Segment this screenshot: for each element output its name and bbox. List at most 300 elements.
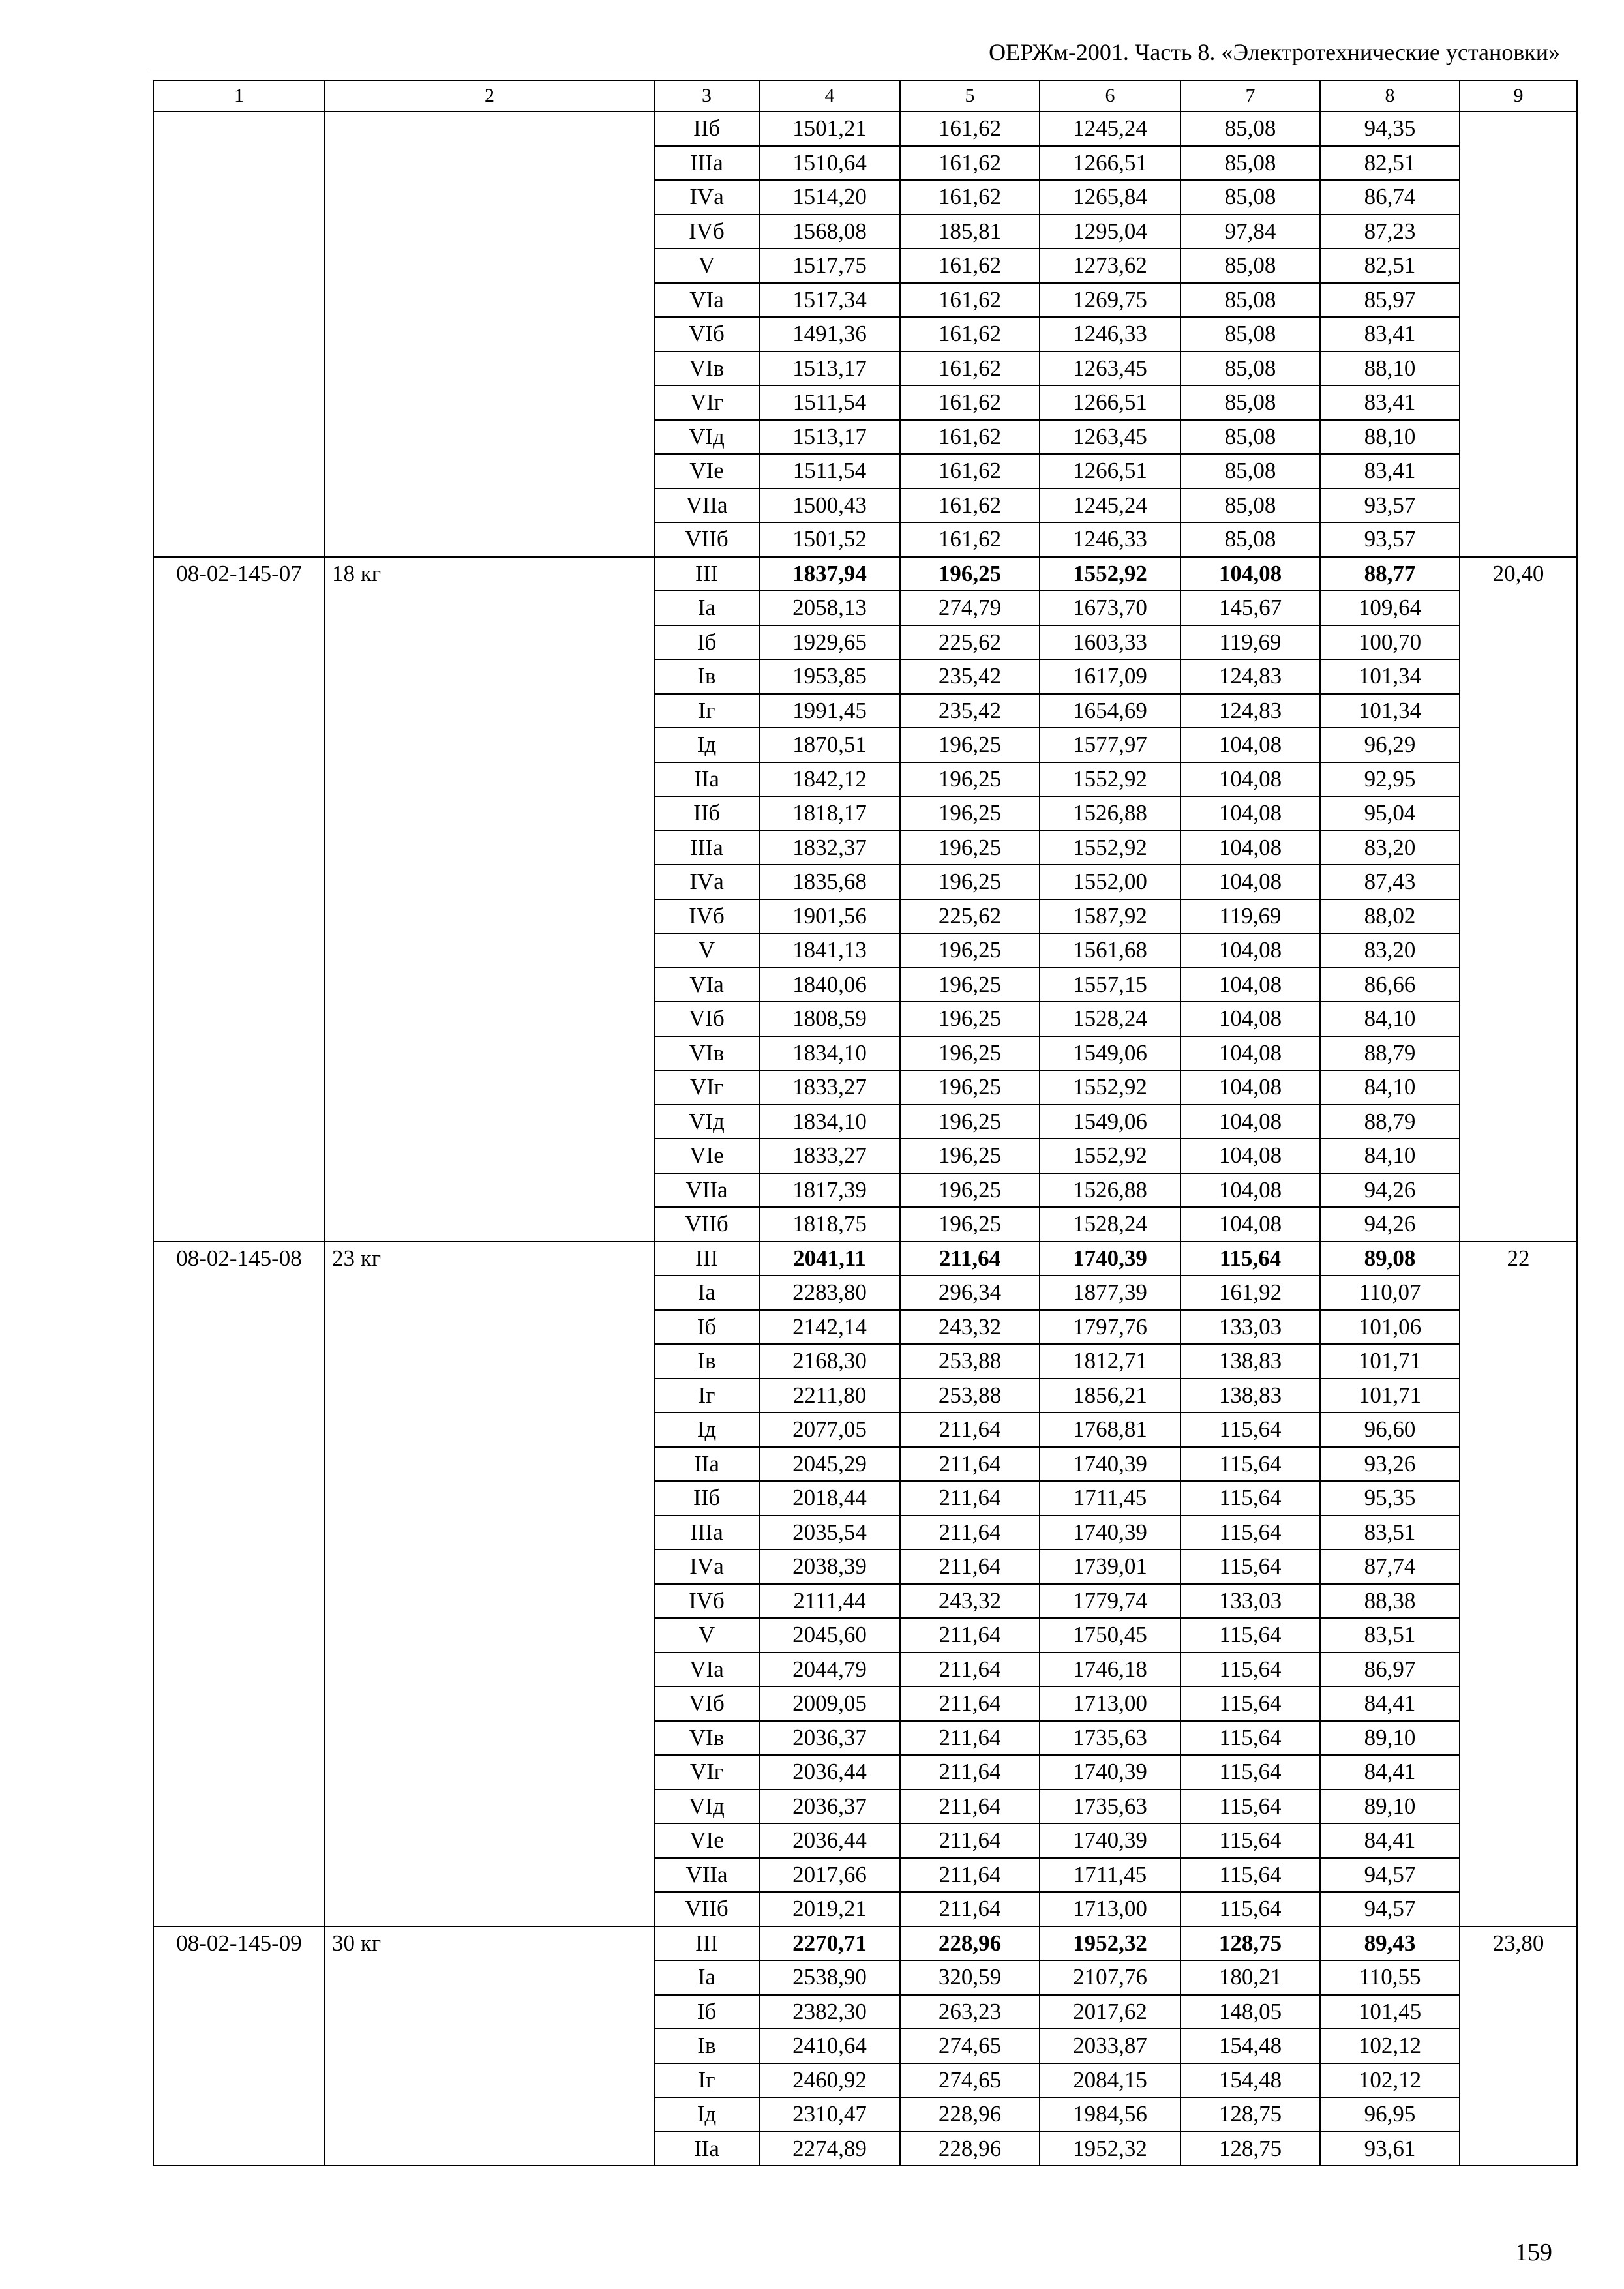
- variant-cell: VIе: [654, 1823, 759, 1858]
- value-cell: 102,12: [1320, 2063, 1460, 2098]
- value-cell: 1266,51: [1040, 385, 1180, 420]
- variant-cell: Iд: [654, 728, 759, 762]
- column-header: 6: [1040, 80, 1180, 112]
- column-header: 5: [900, 80, 1040, 112]
- value-cell: 1501,52: [759, 522, 900, 557]
- value-cell: 115,64: [1180, 1653, 1320, 1687]
- value-cell: 83,41: [1320, 317, 1460, 352]
- value-cell: 128,75: [1180, 1926, 1320, 1961]
- variant-cell: VIд: [654, 1789, 759, 1824]
- value-cell: 235,42: [900, 659, 1040, 694]
- variant-cell: Iв: [654, 659, 759, 694]
- value-cell: 94,35: [1320, 112, 1460, 146]
- variant-cell: VIб: [654, 1002, 759, 1036]
- item-code: 08-02-145-08: [153, 1242, 325, 1926]
- value-cell: 1552,92: [1040, 762, 1180, 797]
- value-cell: 1526,88: [1040, 796, 1180, 831]
- variant-cell: IIIа: [654, 831, 759, 865]
- value-cell: 1832,37: [759, 831, 900, 865]
- value-cell: 154,48: [1180, 2063, 1320, 2098]
- variant-cell: V: [654, 1618, 759, 1653]
- value-cell: 86,74: [1320, 180, 1460, 215]
- value-cell: 104,08: [1180, 557, 1320, 591]
- value-cell: 1265,84: [1040, 180, 1180, 215]
- value-cell: 196,25: [900, 728, 1040, 762]
- value-cell: 115,64: [1180, 1481, 1320, 1516]
- column-header: 2: [325, 80, 654, 112]
- value-cell: 296,34: [900, 1276, 1040, 1310]
- value-cell: 196,25: [900, 557, 1040, 591]
- variant-cell: Iг: [654, 694, 759, 728]
- value-cell: 161,62: [900, 420, 1040, 455]
- value-cell: 1735,63: [1040, 1789, 1180, 1824]
- value-cell: 148,05: [1180, 1995, 1320, 2029]
- value-cell: 88,38: [1320, 1584, 1460, 1619]
- value-cell: 1501,21: [759, 112, 900, 146]
- value-cell: 1818,17: [759, 796, 900, 831]
- value-cell: 1840,06: [759, 968, 900, 1002]
- value-cell: 196,25: [900, 933, 1040, 968]
- variant-cell: Iа: [654, 1960, 759, 1995]
- variant-cell: VIIа: [654, 488, 759, 523]
- value-cell: 225,62: [900, 625, 1040, 660]
- value-cell: 84,41: [1320, 1823, 1460, 1858]
- value-cell: 110,07: [1320, 1276, 1460, 1310]
- value-cell: 119,69: [1180, 899, 1320, 934]
- column-number-row: [153, 80, 1577, 112]
- value-cell: 104,08: [1180, 1002, 1320, 1036]
- value-cell: 2274,89: [759, 2132, 900, 2166]
- value-cell: 1514,20: [759, 180, 900, 215]
- value-cell: 211,64: [900, 1516, 1040, 1550]
- value-cell: 2058,13: [759, 591, 900, 625]
- value-cell: 93,57: [1320, 522, 1460, 557]
- item-code: [153, 112, 325, 557]
- value-cell: 87,74: [1320, 1549, 1460, 1584]
- value-cell: 1833,27: [759, 1139, 900, 1173]
- value-cell: 228,96: [900, 1926, 1040, 1961]
- value-cell: 95,04: [1320, 796, 1460, 831]
- value-cell: 83,20: [1320, 933, 1460, 968]
- variant-cell: VIа: [654, 1653, 759, 1687]
- item-price: 23,80: [1460, 1926, 1577, 2166]
- value-cell: 94,57: [1320, 1858, 1460, 1893]
- table-row: [153, 1926, 1577, 1961]
- value-cell: 124,83: [1180, 694, 1320, 728]
- value-cell: 1746,18: [1040, 1653, 1180, 1687]
- variant-cell: Iа: [654, 1276, 759, 1310]
- value-cell: 2041,11: [759, 1242, 900, 1276]
- value-cell: 161,62: [900, 385, 1040, 420]
- value-cell: 96,60: [1320, 1413, 1460, 1447]
- header-title: ОЕРЖм-2001. Часть 8. «Электротехнические установки»: [989, 39, 1560, 65]
- value-cell: 1837,94: [759, 557, 900, 591]
- variant-cell: VIIб: [654, 1207, 759, 1242]
- value-cell: 2036,37: [759, 1789, 900, 1824]
- value-cell: 104,08: [1180, 1139, 1320, 1173]
- value-cell: 83,51: [1320, 1618, 1460, 1653]
- value-cell: 1984,56: [1040, 2097, 1180, 2132]
- value-cell: 2382,30: [759, 1995, 900, 2029]
- value-cell: 1552,00: [1040, 865, 1180, 899]
- value-cell: 86,66: [1320, 968, 1460, 1002]
- value-cell: 95,35: [1320, 1481, 1460, 1516]
- variant-cell: IIIа: [654, 146, 759, 181]
- value-cell: 101,34: [1320, 694, 1460, 728]
- variant-cell: V: [654, 248, 759, 283]
- variant-cell: Iд: [654, 1413, 759, 1447]
- value-cell: 211,64: [900, 1789, 1040, 1824]
- value-cell: 1557,15: [1040, 968, 1180, 1002]
- value-cell: 2033,87: [1040, 2029, 1180, 2063]
- value-cell: 2018,44: [759, 1481, 900, 1516]
- value-cell: 2168,30: [759, 1344, 900, 1379]
- value-cell: 161,62: [900, 283, 1040, 318]
- value-cell: 1812,71: [1040, 1344, 1180, 1379]
- variant-cell: V: [654, 933, 759, 968]
- variant-cell: III: [654, 1926, 759, 1961]
- value-cell: 2142,14: [759, 1310, 900, 1345]
- value-cell: 89,10: [1320, 1789, 1460, 1824]
- value-cell: 211,64: [900, 1686, 1040, 1721]
- value-cell: 88,10: [1320, 352, 1460, 386]
- value-cell: 196,25: [900, 1173, 1040, 1208]
- value-cell: 96,29: [1320, 728, 1460, 762]
- value-cell: 1713,00: [1040, 1892, 1180, 1926]
- item-code: 08-02-145-07: [153, 557, 325, 1242]
- value-cell: 138,83: [1180, 1379, 1320, 1413]
- value-cell: 94,57: [1320, 1892, 1460, 1926]
- value-cell: 88,79: [1320, 1105, 1460, 1139]
- value-cell: 1654,69: [1040, 694, 1180, 728]
- value-cell: 1952,32: [1040, 2132, 1180, 2166]
- value-cell: 1549,06: [1040, 1105, 1180, 1139]
- variant-cell: VIд: [654, 420, 759, 455]
- value-cell: 1561,68: [1040, 933, 1180, 968]
- value-cell: 1510,64: [759, 146, 900, 181]
- variant-cell: Iг: [654, 2063, 759, 2098]
- value-cell: 119,69: [1180, 625, 1320, 660]
- value-cell: 1713,00: [1040, 1686, 1180, 1721]
- value-cell: 253,88: [900, 1344, 1040, 1379]
- variant-cell: VIв: [654, 1721, 759, 1756]
- value-cell: 133,03: [1180, 1310, 1320, 1345]
- value-cell: 228,96: [900, 2097, 1040, 2132]
- value-cell: 2017,66: [759, 1858, 900, 1893]
- value-cell: 2538,90: [759, 1960, 900, 1995]
- variant-cell: VIг: [654, 1755, 759, 1789]
- variant-cell: IVа: [654, 1549, 759, 1584]
- item-name: 23 кг: [325, 1242, 654, 1926]
- variant-cell: IVб: [654, 215, 759, 249]
- value-cell: 104,08: [1180, 1070, 1320, 1105]
- column-header: 4: [759, 80, 900, 112]
- value-cell: 1808,59: [759, 1002, 900, 1036]
- value-cell: 88,77: [1320, 557, 1460, 591]
- value-cell: 1833,27: [759, 1070, 900, 1105]
- value-cell: 85,08: [1180, 146, 1320, 181]
- value-cell: 1991,45: [759, 694, 900, 728]
- value-cell: 2283,80: [759, 1276, 900, 1310]
- value-cell: 1870,51: [759, 728, 900, 762]
- value-cell: 83,41: [1320, 454, 1460, 488]
- value-cell: 1295,04: [1040, 215, 1180, 249]
- variant-cell: IIб: [654, 1481, 759, 1516]
- value-cell: 2019,21: [759, 1892, 900, 1926]
- value-cell: 2009,05: [759, 1686, 900, 1721]
- value-cell: 115,64: [1180, 1755, 1320, 1789]
- variant-cell: VIг: [654, 385, 759, 420]
- value-cell: 1768,81: [1040, 1413, 1180, 1447]
- value-cell: 115,64: [1180, 1823, 1320, 1858]
- value-cell: 1511,54: [759, 454, 900, 488]
- value-cell: 211,64: [900, 1755, 1040, 1789]
- value-cell: 274,79: [900, 591, 1040, 625]
- value-cell: 1818,75: [759, 1207, 900, 1242]
- value-cell: 1500,43: [759, 488, 900, 523]
- value-cell: 243,32: [900, 1310, 1040, 1345]
- value-cell: 104,08: [1180, 865, 1320, 899]
- value-cell: 1273,62: [1040, 248, 1180, 283]
- value-cell: 104,08: [1180, 1105, 1320, 1139]
- variant-cell: VIа: [654, 283, 759, 318]
- value-cell: 1711,45: [1040, 1481, 1180, 1516]
- value-cell: 161,62: [900, 454, 1040, 488]
- value-cell: 85,08: [1180, 488, 1320, 523]
- value-cell: 1842,12: [759, 762, 900, 797]
- variant-cell: IVб: [654, 1584, 759, 1619]
- value-cell: 89,43: [1320, 1926, 1460, 1961]
- column-header: 8: [1320, 80, 1460, 112]
- variant-cell: Iв: [654, 1344, 759, 1379]
- value-cell: 1263,45: [1040, 352, 1180, 386]
- value-cell: 1834,10: [759, 1105, 900, 1139]
- value-cell: 2017,62: [1040, 1995, 1180, 2029]
- value-cell: 211,64: [900, 1858, 1040, 1893]
- value-cell: 1901,56: [759, 899, 900, 934]
- value-cell: 1517,34: [759, 283, 900, 318]
- value-cell: 1740,39: [1040, 1242, 1180, 1276]
- variant-cell: VIв: [654, 352, 759, 386]
- variant-cell: Iа: [654, 591, 759, 625]
- value-cell: 1735,63: [1040, 1721, 1180, 1756]
- value-cell: 161,62: [900, 112, 1040, 146]
- value-cell: 115,64: [1180, 1858, 1320, 1893]
- variant-cell: VIIа: [654, 1858, 759, 1893]
- value-cell: 85,08: [1180, 283, 1320, 318]
- value-cell: 1513,17: [759, 420, 900, 455]
- item-code: 08-02-145-09: [153, 1926, 325, 2166]
- value-cell: 84,10: [1320, 1070, 1460, 1105]
- value-cell: 102,12: [1320, 2029, 1460, 2063]
- value-cell: 94,26: [1320, 1173, 1460, 1208]
- value-cell: 1528,24: [1040, 1002, 1180, 1036]
- value-cell: 185,81: [900, 215, 1040, 249]
- value-cell: 196,25: [900, 1002, 1040, 1036]
- value-cell: 83,51: [1320, 1516, 1460, 1550]
- value-cell: 1797,76: [1040, 1310, 1180, 1345]
- value-cell: 88,02: [1320, 899, 1460, 934]
- value-cell: 2045,60: [759, 1618, 900, 1653]
- value-cell: 2035,54: [759, 1516, 900, 1550]
- item-price: 22: [1460, 1242, 1577, 1926]
- variant-cell: Iб: [654, 1310, 759, 1345]
- variant-cell: Iб: [654, 625, 759, 660]
- value-cell: 110,55: [1320, 1960, 1460, 1995]
- variant-cell: VIе: [654, 1139, 759, 1173]
- table-row: [153, 112, 1577, 146]
- variant-cell: VIб: [654, 1686, 759, 1721]
- variant-cell: IIа: [654, 1447, 759, 1482]
- value-cell: 82,51: [1320, 146, 1460, 181]
- variant-cell: IIа: [654, 2132, 759, 2166]
- value-cell: 2036,37: [759, 1721, 900, 1756]
- value-cell: 1953,85: [759, 659, 900, 694]
- value-cell: 154,48: [1180, 2029, 1320, 2063]
- variant-cell: VIIб: [654, 1892, 759, 1926]
- value-cell: 1549,06: [1040, 1036, 1180, 1071]
- value-cell: 161,62: [900, 522, 1040, 557]
- value-cell: 196,25: [900, 1070, 1040, 1105]
- value-cell: 115,64: [1180, 1413, 1320, 1447]
- column-header: 1: [153, 80, 325, 112]
- value-cell: 88,79: [1320, 1036, 1460, 1071]
- value-cell: 1526,88: [1040, 1173, 1180, 1208]
- value-cell: 161,62: [900, 488, 1040, 523]
- item-price: 20,40: [1460, 557, 1577, 1242]
- value-cell: 243,32: [900, 1584, 1040, 1619]
- value-cell: 85,08: [1180, 180, 1320, 215]
- value-cell: 161,62: [900, 180, 1040, 215]
- value-cell: 253,88: [900, 1379, 1040, 1413]
- variant-cell: Iд: [654, 2097, 759, 2132]
- value-cell: 124,83: [1180, 659, 1320, 694]
- value-cell: 196,25: [900, 796, 1040, 831]
- value-cell: 85,08: [1180, 248, 1320, 283]
- value-cell: 1587,92: [1040, 899, 1180, 934]
- value-cell: 1245,24: [1040, 488, 1180, 523]
- value-cell: 2107,76: [1040, 1960, 1180, 1995]
- value-cell: 1528,24: [1040, 1207, 1180, 1242]
- table-row: [153, 557, 1577, 591]
- value-cell: 1740,39: [1040, 1755, 1180, 1789]
- value-cell: 82,51: [1320, 248, 1460, 283]
- value-cell: 196,25: [900, 865, 1040, 899]
- value-cell: 83,41: [1320, 385, 1460, 420]
- value-cell: 196,25: [900, 1105, 1040, 1139]
- value-cell: 109,64: [1320, 591, 1460, 625]
- value-cell: 1491,36: [759, 317, 900, 352]
- value-cell: 1841,13: [759, 933, 900, 968]
- value-cell: 2077,05: [759, 1413, 900, 1447]
- value-cell: 2310,47: [759, 2097, 900, 2132]
- value-cell: 145,67: [1180, 591, 1320, 625]
- value-cell: 104,08: [1180, 796, 1320, 831]
- value-cell: 115,64: [1180, 1549, 1320, 1584]
- value-cell: 115,64: [1180, 1242, 1320, 1276]
- page-header: [150, 38, 1565, 70]
- value-cell: 104,08: [1180, 1036, 1320, 1071]
- value-cell: 85,08: [1180, 454, 1320, 488]
- value-cell: 93,57: [1320, 488, 1460, 523]
- value-cell: 87,43: [1320, 865, 1460, 899]
- value-cell: 1263,45: [1040, 420, 1180, 455]
- value-cell: 1740,39: [1040, 1823, 1180, 1858]
- value-cell: 115,64: [1180, 1892, 1320, 1926]
- value-cell: 97,84: [1180, 215, 1320, 249]
- value-cell: 1552,92: [1040, 831, 1180, 865]
- value-cell: 211,64: [900, 1721, 1040, 1756]
- item-name: 30 кг: [325, 1926, 654, 2166]
- value-cell: 2410,64: [759, 2029, 900, 2063]
- value-cell: 104,08: [1180, 1207, 1320, 1242]
- variant-cell: III: [654, 1242, 759, 1276]
- value-cell: 115,64: [1180, 1618, 1320, 1653]
- variant-cell: Iг: [654, 1379, 759, 1413]
- value-cell: 1552,92: [1040, 1070, 1180, 1105]
- value-cell: 211,64: [900, 1618, 1040, 1653]
- variant-cell: VIIа: [654, 1173, 759, 1208]
- value-cell: 320,59: [900, 1960, 1040, 1995]
- value-cell: 1740,39: [1040, 1447, 1180, 1482]
- value-cell: 94,26: [1320, 1207, 1460, 1242]
- price-table: [153, 80, 1578, 2166]
- value-cell: 196,25: [900, 1207, 1040, 1242]
- variant-cell: IVб: [654, 899, 759, 934]
- variant-cell: VIIб: [654, 522, 759, 557]
- value-cell: 1929,65: [759, 625, 900, 660]
- value-cell: 115,64: [1180, 1686, 1320, 1721]
- value-cell: 104,08: [1180, 933, 1320, 968]
- value-cell: 115,64: [1180, 1721, 1320, 1756]
- value-cell: 180,21: [1180, 1960, 1320, 1995]
- value-cell: 86,97: [1320, 1653, 1460, 1687]
- value-cell: 89,08: [1320, 1242, 1460, 1276]
- value-cell: 161,62: [900, 146, 1040, 181]
- variant-cell: Iб: [654, 1995, 759, 2029]
- value-cell: 1246,33: [1040, 522, 1180, 557]
- value-cell: 1952,32: [1040, 1926, 1180, 1961]
- value-cell: 96,95: [1320, 2097, 1460, 2132]
- value-cell: 101,71: [1320, 1344, 1460, 1379]
- variant-cell: IIа: [654, 762, 759, 797]
- value-cell: 235,42: [900, 694, 1040, 728]
- value-cell: 161,62: [900, 248, 1040, 283]
- value-cell: 211,64: [900, 1413, 1040, 1447]
- value-cell: 1739,01: [1040, 1549, 1180, 1584]
- value-cell: 85,08: [1180, 420, 1320, 455]
- column-header: 9: [1460, 80, 1577, 112]
- value-cell: 1817,39: [759, 1173, 900, 1208]
- item-name: 18 кг: [325, 557, 654, 1242]
- table-row: [153, 1242, 1577, 1276]
- value-cell: 211,64: [900, 1549, 1040, 1584]
- value-cell: 92,95: [1320, 762, 1460, 797]
- variant-cell: Iв: [654, 2029, 759, 2063]
- variant-cell: III: [654, 557, 759, 591]
- item-name: [325, 112, 654, 557]
- value-cell: 83,20: [1320, 831, 1460, 865]
- value-cell: 196,25: [900, 831, 1040, 865]
- value-cell: 211,64: [900, 1481, 1040, 1516]
- value-cell: 1834,10: [759, 1036, 900, 1071]
- value-cell: 1266,51: [1040, 146, 1180, 181]
- value-cell: 1513,17: [759, 352, 900, 386]
- value-cell: 2036,44: [759, 1823, 900, 1858]
- value-cell: 1835,68: [759, 865, 900, 899]
- value-cell: 1750,45: [1040, 1618, 1180, 1653]
- value-cell: 115,64: [1180, 1516, 1320, 1550]
